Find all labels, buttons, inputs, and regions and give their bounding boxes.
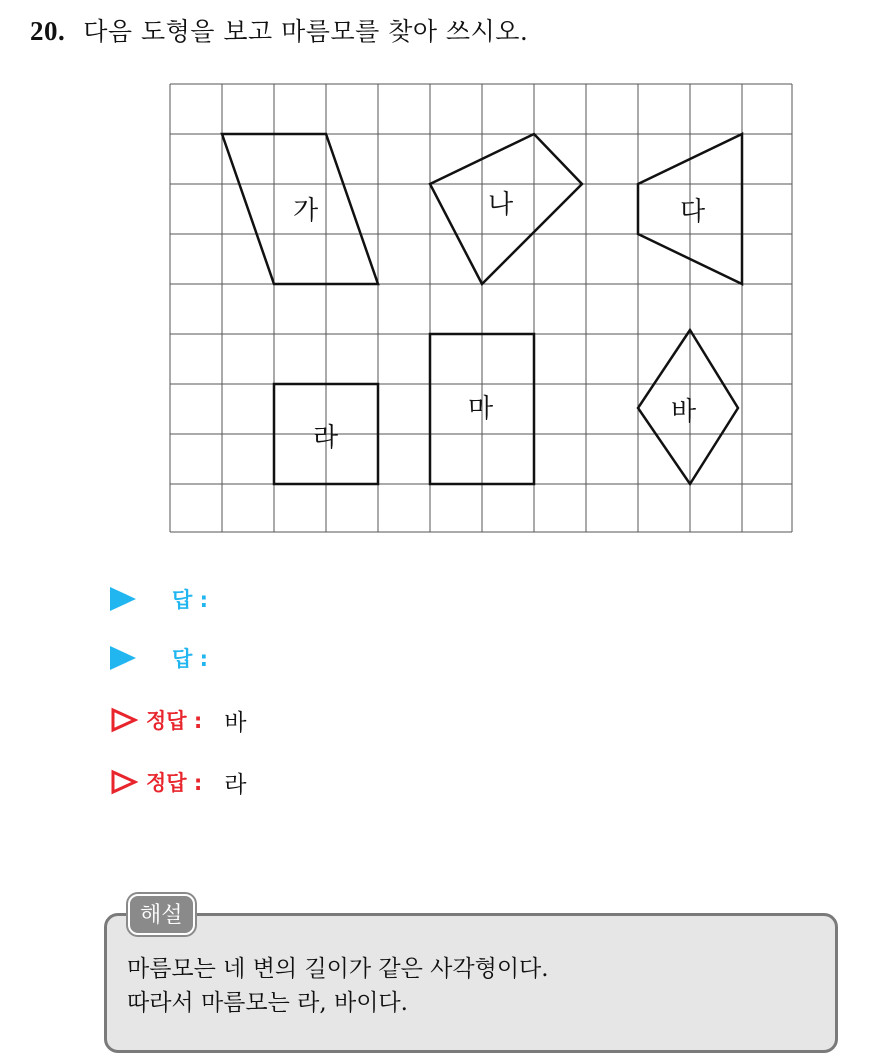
question-text: 다음 도형을 보고 마름모를 찾아 쓰시오. xyxy=(83,17,529,46)
shape-label-ma: 마 xyxy=(468,394,494,424)
solution-tag: 해설 xyxy=(128,894,195,935)
solution-text xyxy=(127,952,549,1020)
solution-line-2: 따라서 마름모는 라, 바이다. xyxy=(127,990,408,1016)
question xyxy=(30,12,528,48)
shape-label-ga: 가 xyxy=(293,196,319,226)
play-arrow-icon xyxy=(110,646,136,670)
grid xyxy=(170,84,792,532)
shape-label-ra: 라 xyxy=(313,423,339,453)
question-number: 20. xyxy=(30,16,66,46)
outline-arrow-icon xyxy=(110,707,138,733)
answer-row-1 xyxy=(110,582,230,616)
correct-answer-row-2 xyxy=(110,765,247,799)
shape-label-da: 다 xyxy=(680,197,706,227)
correct-answer-row-1 xyxy=(110,703,247,737)
answer-label: 답 : xyxy=(172,647,208,671)
solution-line-1: 마름모는 네 변의 길이가 같은 사각형이다. xyxy=(127,956,549,982)
shape-label-ba: 바 xyxy=(671,397,697,427)
shape-label-na: 나 xyxy=(488,190,514,220)
solution-box xyxy=(104,913,838,1053)
correct-answer-label: 정답 : xyxy=(146,771,203,795)
answer-label: 답 : xyxy=(172,588,208,612)
outline-arrow-icon xyxy=(110,769,138,795)
correct-answer-value: 바 xyxy=(224,709,247,736)
shape-grid-figure xyxy=(168,82,794,534)
correct-answer-value: 라 xyxy=(224,771,247,798)
correct-answer-label: 정답 : xyxy=(146,709,203,733)
play-arrow-icon xyxy=(110,587,136,611)
answer-row-2 xyxy=(110,641,230,675)
